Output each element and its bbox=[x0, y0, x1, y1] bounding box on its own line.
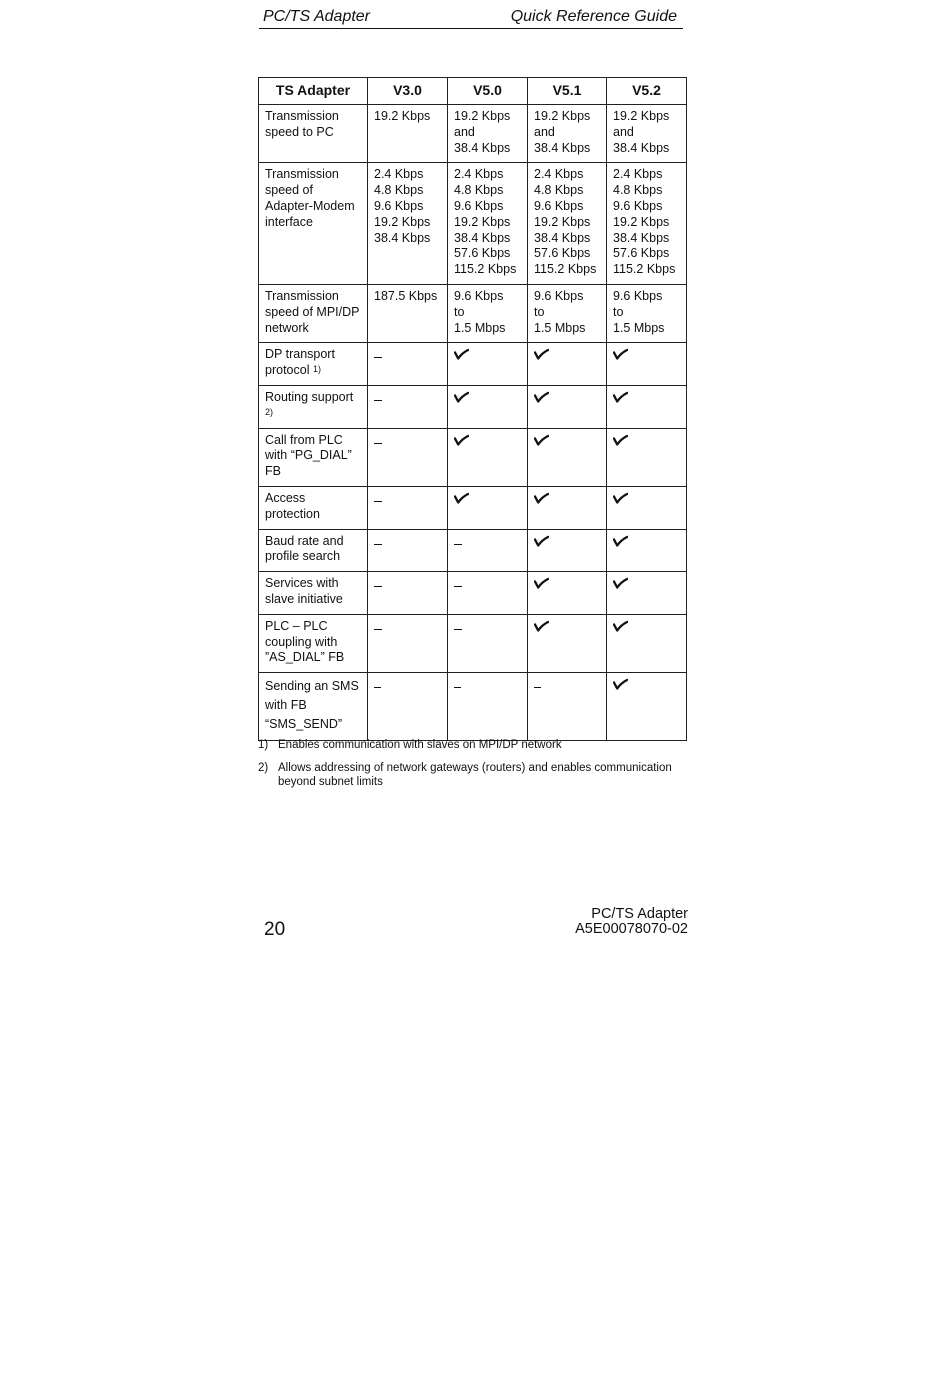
check-icon bbox=[534, 620, 549, 632]
row-label: Transmission speed of MPI/DP network bbox=[265, 288, 360, 335]
cell-value: 2.4 Kbps 4.8 Kbps 9.6 Kbps 19.2 Kbps 38.4 Kbps bbox=[374, 167, 431, 245]
table-header-row bbox=[259, 78, 687, 105]
check-icon bbox=[534, 391, 549, 403]
value-cell bbox=[528, 428, 607, 486]
row-label: DP transport protocol bbox=[265, 347, 335, 378]
value-cell bbox=[607, 572, 687, 615]
footnote bbox=[258, 761, 688, 790]
check-icon bbox=[454, 348, 469, 360]
row-label-cell bbox=[259, 572, 368, 615]
check-icon bbox=[613, 492, 628, 504]
value-cell bbox=[448, 428, 528, 486]
page-header bbox=[259, 6, 683, 29]
page-number: 20 bbox=[264, 919, 286, 940]
value-cell bbox=[607, 284, 687, 342]
footnotes bbox=[258, 738, 688, 798]
cell-value: 2.4 Kbps 4.8 Kbps 9.6 Kbps 19.2 Kbps 38.4 Kbps 57.6 Kbps 115.2 Kbps bbox=[534, 167, 597, 277]
not-supported-dash-icon bbox=[374, 629, 382, 630]
check-icon bbox=[613, 348, 628, 360]
row-label-cell bbox=[259, 614, 368, 672]
value-cell bbox=[368, 284, 448, 342]
cell-value: 19.2 Kbps and 38.4 Kbps bbox=[613, 109, 670, 155]
table-row bbox=[259, 385, 687, 428]
value-cell bbox=[368, 343, 448, 386]
adapter-comparison-table bbox=[258, 77, 687, 741]
row-label: Services with slave initiative bbox=[265, 576, 343, 606]
row-label: Routing support bbox=[265, 389, 354, 404]
value-cell bbox=[528, 486, 607, 529]
value-cell bbox=[368, 572, 448, 615]
row-label-cell bbox=[259, 163, 368, 285]
table-row bbox=[259, 614, 687, 672]
value-cell bbox=[368, 486, 448, 529]
column-header: V5.1 bbox=[528, 78, 607, 105]
row-label: PLC – PLC coupling with ”AS_DIAL” FB bbox=[265, 618, 345, 665]
check-icon bbox=[534, 535, 549, 547]
row-label-cell bbox=[259, 673, 368, 741]
value-cell bbox=[528, 572, 607, 615]
table-row bbox=[259, 572, 687, 615]
footer-doc-info bbox=[575, 907, 688, 937]
row-label-cell bbox=[259, 343, 368, 386]
table-row bbox=[259, 343, 687, 386]
check-icon bbox=[534, 577, 549, 589]
not-supported-dash-icon bbox=[374, 544, 382, 545]
not-supported-dash-icon bbox=[454, 687, 461, 688]
row-label: Transmission speed of Adapter-Modem interface bbox=[265, 167, 355, 229]
row-label-cell bbox=[259, 428, 368, 486]
table-row bbox=[259, 284, 687, 342]
value-cell bbox=[448, 673, 528, 741]
value-cell bbox=[607, 673, 687, 741]
check-icon bbox=[534, 434, 549, 446]
footnote-ref: 1) bbox=[312, 364, 321, 375]
check-icon bbox=[454, 434, 469, 446]
value-cell bbox=[528, 163, 607, 285]
not-supported-dash-icon bbox=[374, 586, 382, 587]
footnote-ref: 2) bbox=[265, 406, 274, 417]
cell-value: 2.4 Kbps 4.8 Kbps 9.6 Kbps 19.2 Kbps 38.4 Kbps 57.6 Kbps 115.2 Kbps bbox=[454, 167, 517, 277]
footnote bbox=[258, 738, 688, 753]
not-supported-dash-icon bbox=[454, 629, 462, 630]
not-supported-dash-icon bbox=[454, 544, 462, 545]
footer-doc-number: A5E00078070-02 bbox=[575, 921, 688, 937]
row-label: Baud rate and profile search bbox=[265, 533, 344, 564]
header-right-title: Quick Reference Guide bbox=[510, 8, 677, 25]
value-cell bbox=[448, 105, 528, 163]
value-cell bbox=[368, 105, 448, 163]
value-cell bbox=[528, 529, 607, 572]
row-label-cell bbox=[259, 486, 368, 529]
not-supported-dash-icon bbox=[534, 687, 541, 688]
value-cell bbox=[607, 385, 687, 428]
not-supported-dash-icon bbox=[374, 687, 381, 688]
check-icon bbox=[454, 492, 469, 504]
value-cell bbox=[607, 343, 687, 386]
value-cell bbox=[368, 163, 448, 285]
value-cell bbox=[448, 572, 528, 615]
value-cell bbox=[607, 614, 687, 672]
check-icon bbox=[613, 535, 628, 547]
not-supported-dash-icon bbox=[374, 400, 382, 401]
row-label: Call from PLC with “PG_DIAL” FB bbox=[265, 432, 352, 479]
cell-value: 19.2 Kbps and 38.4 Kbps bbox=[534, 109, 591, 155]
footnote-text: Allows addressing of network gateways (routers) and enables communication beyond subnet limits bbox=[278, 761, 672, 788]
row-label-cell bbox=[259, 105, 368, 163]
check-icon bbox=[613, 391, 628, 403]
cell-value: 19.2 Kbps and 38.4 Kbps bbox=[454, 109, 511, 155]
check-icon bbox=[613, 678, 628, 690]
value-cell bbox=[448, 614, 528, 672]
row-label-cell bbox=[259, 529, 368, 572]
check-icon bbox=[613, 577, 628, 589]
table-body bbox=[259, 105, 687, 741]
row-label: Access protection bbox=[265, 490, 320, 521]
footnote-number: 1) bbox=[258, 739, 269, 751]
value-cell bbox=[448, 529, 528, 572]
value-cell bbox=[368, 614, 448, 672]
table-row bbox=[259, 529, 687, 572]
value-cell bbox=[448, 343, 528, 386]
cell-value: 19.2 Kbps bbox=[374, 109, 431, 123]
value-cell bbox=[368, 673, 448, 741]
row-label-cell bbox=[259, 284, 368, 342]
check-icon bbox=[454, 391, 469, 403]
cell-value: 9.6 Kbps to 1.5 Mbps bbox=[534, 288, 586, 335]
column-header: V5.0 bbox=[448, 78, 528, 105]
table-row bbox=[259, 105, 687, 163]
not-supported-dash-icon bbox=[374, 443, 382, 444]
not-supported-dash-icon bbox=[454, 586, 462, 587]
value-cell bbox=[528, 614, 607, 672]
check-icon bbox=[613, 620, 628, 632]
column-header: TS Adapter bbox=[259, 78, 368, 105]
value-cell bbox=[528, 673, 607, 741]
table-row bbox=[259, 486, 687, 529]
row-label: Transmission speed to PC bbox=[265, 109, 339, 139]
column-header: V3.0 bbox=[368, 78, 448, 105]
table-row bbox=[259, 163, 687, 285]
row-label-cell bbox=[259, 385, 368, 428]
column-header: V5.2 bbox=[607, 78, 687, 105]
value-cell bbox=[607, 529, 687, 572]
footnote-text: Enables communication with slaves on MPI/DP network bbox=[278, 739, 562, 751]
footer-product: PC/TS Adapter bbox=[591, 906, 688, 922]
cell-value: 187.5 Kbps bbox=[374, 288, 438, 303]
check-icon bbox=[534, 348, 549, 360]
table-row bbox=[259, 428, 687, 486]
value-cell bbox=[528, 343, 607, 386]
footnote-number: 2) bbox=[258, 761, 269, 774]
cell-value: 9.6 Kbps to 1.5 Mbps bbox=[454, 288, 506, 335]
check-icon bbox=[534, 492, 549, 504]
value-cell bbox=[607, 163, 687, 285]
row-label: Sending an SMS with FB “SMS_SEND” bbox=[265, 679, 359, 732]
cell-value: 9.6 Kbps to 1.5 Mbps bbox=[613, 288, 665, 335]
value-cell bbox=[607, 486, 687, 529]
check-icon bbox=[613, 434, 628, 446]
value-cell bbox=[368, 529, 448, 572]
value-cell bbox=[448, 486, 528, 529]
value-cell bbox=[368, 385, 448, 428]
value-cell bbox=[528, 385, 607, 428]
header-left-title: PC/TS Adapter bbox=[263, 8, 371, 25]
value-cell bbox=[528, 105, 607, 163]
cell-value: 2.4 Kbps 4.8 Kbps 9.6 Kbps 19.2 Kbps 38.4 Kbps 57.6 Kbps 115.2 Kbps bbox=[613, 167, 676, 277]
value-cell bbox=[528, 284, 607, 342]
value-cell bbox=[607, 105, 687, 163]
not-supported-dash-icon bbox=[374, 357, 382, 358]
value-cell bbox=[448, 284, 528, 342]
value-cell bbox=[448, 163, 528, 285]
not-supported-dash-icon bbox=[374, 501, 382, 502]
value-cell bbox=[448, 385, 528, 428]
value-cell bbox=[607, 428, 687, 486]
table-row bbox=[259, 673, 687, 741]
value-cell bbox=[368, 428, 448, 486]
